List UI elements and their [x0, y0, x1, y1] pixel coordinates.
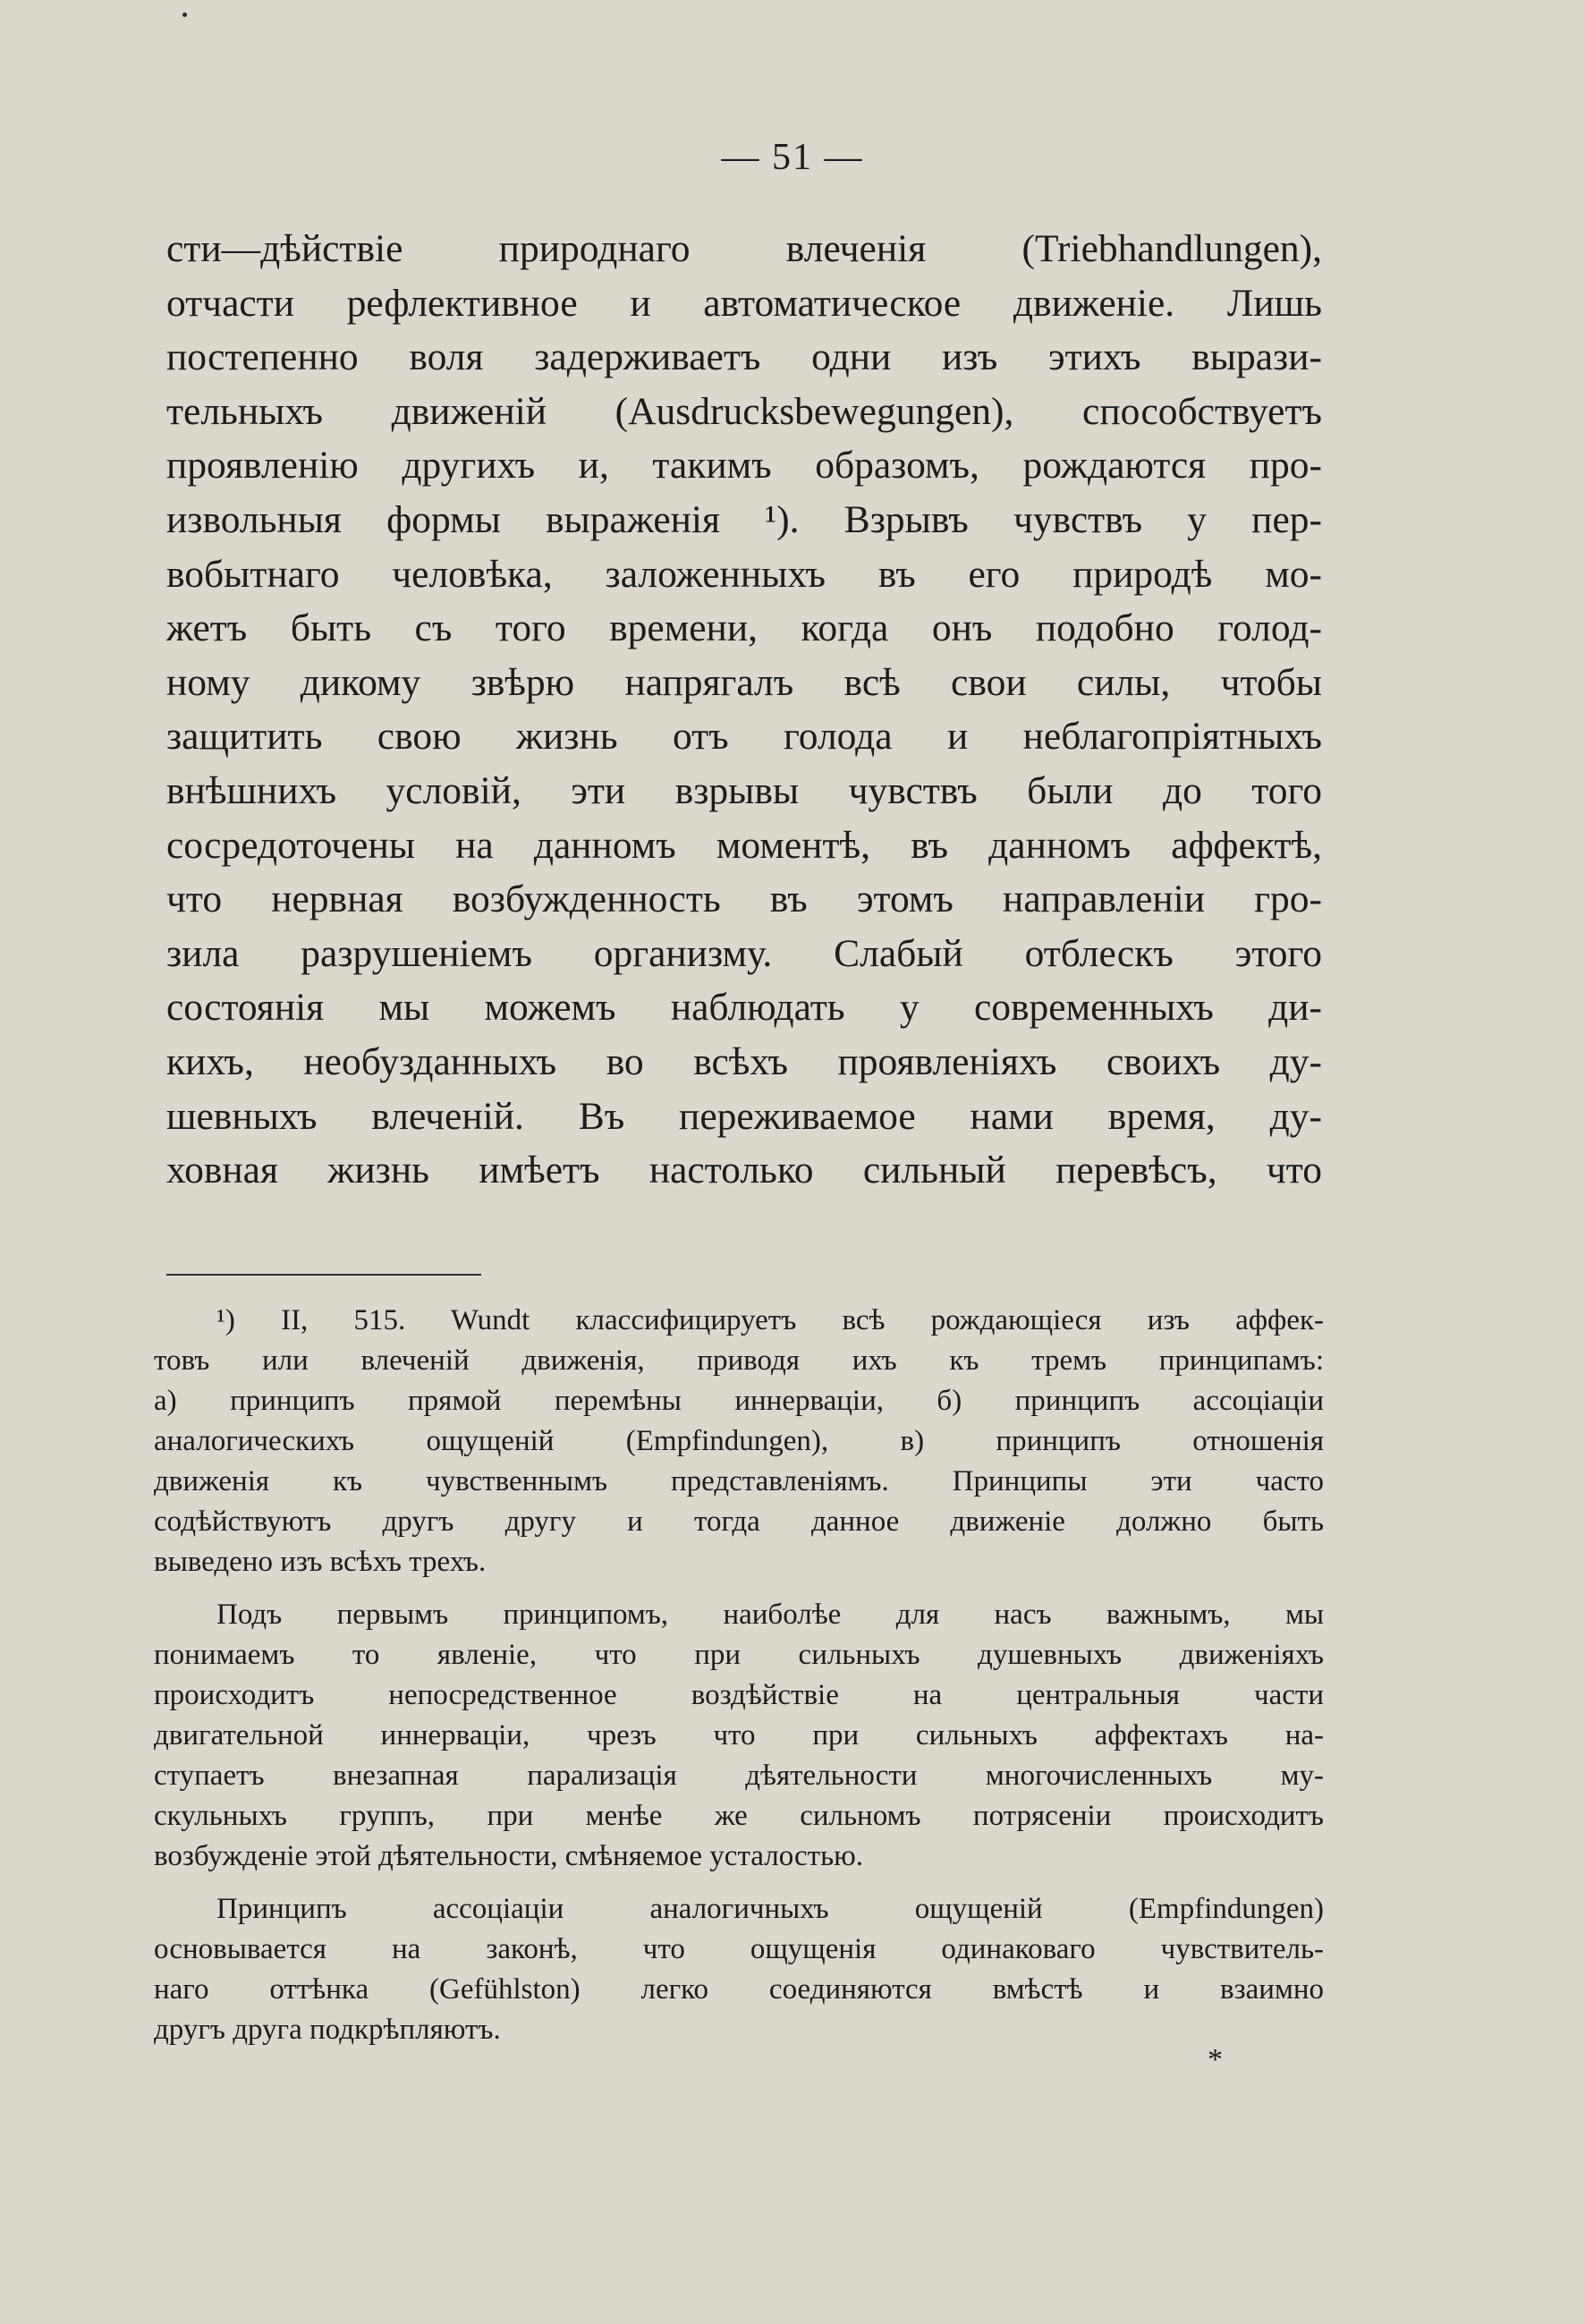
text-line: внѣшнихъ условій, эти взрывы чувствъ были до того: [166, 768, 1322, 812]
text-line: постепенно воля задерживаетъ одни изъ этихъ вырази-: [166, 335, 1322, 379]
text-line: тельныхъ движеній (Ausdrucksbewegungen), способствуетъ: [166, 389, 1322, 433]
text-line: сти—дѣйствіе природнаго влеченія (Triebhandlungen),: [166, 227, 1322, 270]
footnote-line: аналогическихъ ощущеній (Empfindungen), в) принципъ отношенія: [154, 1425, 1324, 1457]
footnote-line: скульныхъ группъ, при менѣе же сильномъ потрясеніи происходитъ: [154, 1800, 1324, 1832]
text-line: состоянія мы можемъ наблюдать у современныхъ ди-: [166, 986, 1322, 1030]
ink-dot: [182, 13, 187, 17]
main-text-block: [166, 222, 1322, 1198]
signature-mark: *: [1208, 2043, 1223, 2076]
text-line: сосредоточены на данномъ моментѣ, въ данномъ аффектѣ,: [166, 823, 1322, 867]
footnote-line: а) принципъ прямой перемѣны иннерваціи, б) принципъ ассоціаціи: [154, 1385, 1324, 1417]
footnote-line: двигательной иннерваціи, чрезъ что при сильныхъ аффектахъ на-: [154, 1719, 1324, 1751]
text-line: отчасти рефлективное и автоматическое движеніе. Лишь: [166, 281, 1322, 325]
text-line: жетъ быть съ того времени, когда онъ подобно голод-: [166, 606, 1322, 650]
footnote-line: основывается на законѣ, что ощущенія одинаковаго чувствитель-: [154, 1933, 1324, 1965]
footnote-line: Принципъ ассоціаціи аналогичныхъ ощущеній (Empfindungen): [216, 1893, 1324, 1925]
text-line: шевныхъ влеченій. Въ переживаемое нами время, ду-: [166, 1094, 1322, 1138]
footnote-line: Подъ первымъ принципомъ, наиболѣе для насъ важнымъ, мы: [216, 1599, 1324, 1631]
footnote-line: ¹) II, 515. Wundt классифицируетъ всѣ рождающіеся изъ аффек-: [216, 1304, 1324, 1336]
footnote-paragraph: [154, 1595, 1324, 1877]
text-line: извольныя формы выраженія ¹). Взрывъ чувствъ у пер-: [166, 497, 1322, 541]
text-line: что нервная возбужденность въ этомъ направленіи гро-: [166, 878, 1322, 921]
text-line: вобытнаго человѣка, заложенныхъ въ его природѣ мо-: [166, 552, 1322, 596]
footnote-line: движенія къ чувственнымъ представленіямъ. Принципы эти часто: [154, 1465, 1324, 1497]
footnote-line: выведено изъ всѣхъ трехъ.: [154, 1546, 487, 1578]
footnote-paragraph: [154, 1889, 1324, 2050]
text-line: кихъ, необузданныхъ во всѣхъ проявленіяхъ своихъ ду-: [166, 1039, 1322, 1083]
page-number: — 51 —: [721, 137, 864, 178]
footnote-line: наго оттѣнка (Gefühlston) легко соединяются вмѣстѣ и взаимно: [154, 1973, 1324, 2006]
footnote-line: происходитъ непосредственное воздѣйствіе на центральныя части: [154, 1679, 1324, 1711]
text-line: ному дикому звѣрю напрягалъ всѣ свои силы, чтобы: [166, 660, 1322, 704]
text-line: проявленію другихъ и, такимъ образомъ, рождаются про-: [166, 444, 1322, 488]
footnote-line: понимаемъ то явленіе, что при сильныхъ душевныхъ движеніяхъ: [154, 1639, 1324, 1671]
footnotes-block: [154, 1301, 1324, 2063]
footnote-divider: [166, 1274, 481, 1276]
footnote-line: содѣйствуютъ другъ другу и тогда данное движеніе должно быть: [154, 1506, 1324, 1538]
footnote-paragraph: [154, 1301, 1324, 1582]
footnote-line: ступаетъ внезапная парализація дѣятельности многочисленныхъ му-: [154, 1760, 1324, 1792]
text-line: зила разрушеніемъ организму. Слабый отблескъ этого: [166, 931, 1322, 975]
footnote-line: товъ или влеченій движенія, приводя ихъ къ тремъ принципамъ:: [154, 1344, 1324, 1377]
footnote-line: другъ друга подкрѣпляютъ.: [154, 2014, 501, 2046]
text-line: защитить свою жизнь отъ голода и неблагопріятныхъ: [166, 715, 1322, 759]
footnote-line: возбужденіе этой дѣятельности, смѣняемое усталостью.: [154, 1840, 864, 1872]
text-line: ховная жизнь имѣетъ настолько сильный перевѣсъ, что: [166, 1149, 1322, 1192]
